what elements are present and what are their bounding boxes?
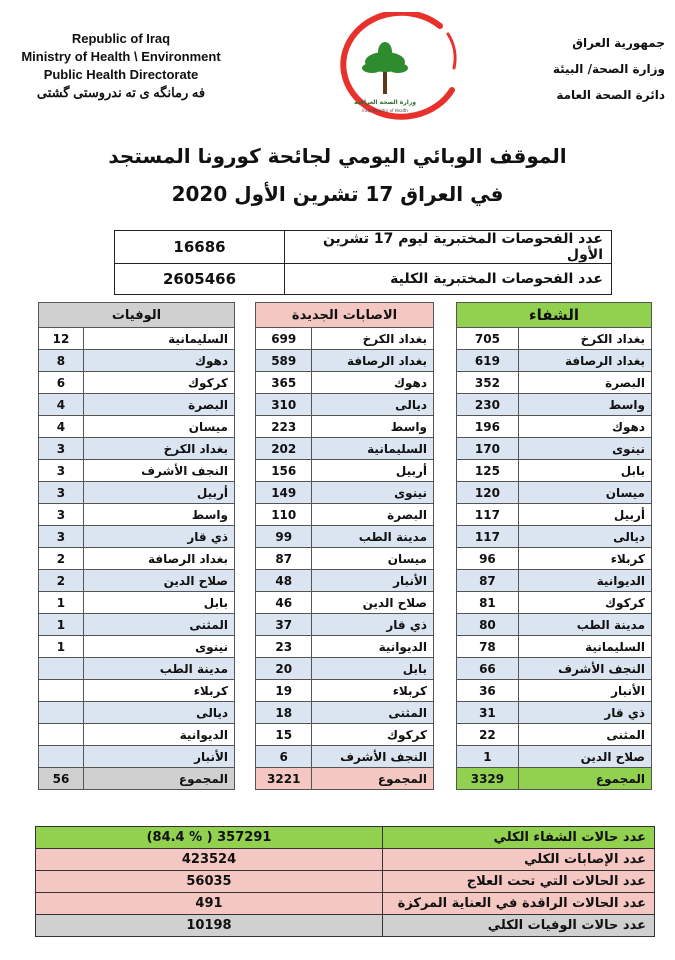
recovery-value: 87 bbox=[457, 570, 519, 592]
recovery-value: 125 bbox=[457, 460, 519, 482]
new-cases-province: كربلاء bbox=[312, 680, 434, 702]
recovery-province: صلاح الدين bbox=[518, 746, 651, 768]
new-cases-row bbox=[256, 394, 434, 416]
recovery-row bbox=[457, 592, 652, 614]
recovery-province: بغداد الرصافة bbox=[518, 350, 651, 372]
new-cases-total-value: 3221 bbox=[256, 768, 312, 790]
new-cases-value: 223 bbox=[256, 416, 312, 438]
recovery-row bbox=[457, 614, 652, 636]
new-cases-province: البصرة bbox=[312, 504, 434, 526]
recovery-value: 117 bbox=[457, 504, 519, 526]
summary-value: 491 bbox=[36, 893, 383, 915]
new-cases-row bbox=[256, 592, 434, 614]
new-cases-header-row bbox=[256, 303, 434, 328]
deaths-value: 2 bbox=[39, 548, 84, 570]
recovery-value: 230 bbox=[457, 394, 519, 416]
deaths-province: ذي قار bbox=[83, 526, 234, 548]
new-cases-value: 20 bbox=[256, 658, 312, 680]
new-cases-total-row bbox=[256, 768, 434, 790]
recovery-row bbox=[457, 548, 652, 570]
deaths-value bbox=[39, 680, 84, 702]
deaths-value: 6 bbox=[39, 372, 84, 394]
new-cases-value: 589 bbox=[256, 350, 312, 372]
deaths-row bbox=[39, 372, 235, 394]
recovery-row bbox=[457, 416, 652, 438]
deaths-province: الديوانية bbox=[83, 724, 234, 746]
recovery-row bbox=[457, 746, 652, 768]
deaths-row bbox=[39, 394, 235, 416]
deaths-value: 4 bbox=[39, 416, 84, 438]
deaths-row bbox=[39, 636, 235, 658]
new-cases-row bbox=[256, 482, 434, 504]
new-cases-row bbox=[256, 504, 434, 526]
daily-tests-value: 16686 bbox=[115, 231, 285, 264]
new-cases-province: كركوك bbox=[312, 724, 434, 746]
deaths-province: البصرة bbox=[83, 394, 234, 416]
deaths-value: 3 bbox=[39, 460, 84, 482]
recovery-province: مدينة الطب bbox=[518, 614, 651, 636]
new-cases-province: ميسان bbox=[312, 548, 434, 570]
new-cases-row bbox=[256, 460, 434, 482]
summary-label: عدد الحالات الراقدة في العناية المركزة bbox=[383, 893, 655, 915]
deaths-province: الأنبار bbox=[83, 746, 234, 768]
deaths-row bbox=[39, 328, 235, 350]
recovery-value: 80 bbox=[457, 614, 519, 636]
summary-row bbox=[36, 915, 655, 937]
recovery-province: البصرة bbox=[518, 372, 651, 394]
new-cases-province: السليمانية bbox=[312, 438, 434, 460]
deaths-value: 3 bbox=[39, 482, 84, 504]
new-cases-province: الديوانية bbox=[312, 636, 434, 658]
deaths-row bbox=[39, 460, 235, 482]
new-cases-value: 99 bbox=[256, 526, 312, 548]
deaths-value: 3 bbox=[39, 438, 84, 460]
deaths-province: مدينة الطب bbox=[83, 658, 234, 680]
summary-row bbox=[36, 827, 655, 849]
recovery-province: بغداد الكرخ bbox=[518, 328, 651, 350]
deaths-total-row bbox=[39, 768, 235, 790]
new-cases-value: 87 bbox=[256, 548, 312, 570]
new-cases-row bbox=[256, 724, 434, 746]
deaths-row bbox=[39, 680, 235, 702]
new-cases-total-label: المجموع bbox=[312, 768, 434, 790]
deaths-province: دهوك bbox=[83, 350, 234, 372]
deaths-value: 3 bbox=[39, 504, 84, 526]
summary-row bbox=[36, 871, 655, 893]
new-cases-province: بابل bbox=[312, 658, 434, 680]
new-cases-province: ديالى bbox=[312, 394, 434, 416]
deaths-province: واسط bbox=[83, 504, 234, 526]
new-cases-province: ذي قار bbox=[312, 614, 434, 636]
header-left-line: Public Health Directorate bbox=[43, 67, 199, 82]
new-cases-value: 23 bbox=[256, 636, 312, 658]
recovery-row bbox=[457, 482, 652, 504]
recovery-value: 196 bbox=[457, 416, 519, 438]
new-cases-province: المثنى bbox=[312, 702, 434, 724]
deaths-table bbox=[38, 302, 235, 790]
recovery-row bbox=[457, 526, 652, 548]
new-cases-row bbox=[256, 526, 434, 548]
new-cases-row bbox=[256, 328, 434, 350]
new-cases-value: 19 bbox=[256, 680, 312, 702]
new-cases-value: 149 bbox=[256, 482, 312, 504]
new-cases-title: الاصابات الجديدة bbox=[256, 303, 434, 328]
daily-tests-row bbox=[115, 231, 612, 264]
header-left-line: فه رمانگه ی ته ندروستی گشتی bbox=[36, 85, 206, 100]
summary-table bbox=[35, 826, 655, 937]
deaths-row bbox=[39, 724, 235, 746]
recovery-row bbox=[457, 372, 652, 394]
deaths-value: 8 bbox=[39, 350, 84, 372]
deaths-province: النجف الأشرف bbox=[83, 460, 234, 482]
new-cases-province: بغداد الرصافة bbox=[312, 350, 434, 372]
recovery-value: 1 bbox=[457, 746, 519, 768]
recovery-province: ديالى bbox=[518, 526, 651, 548]
ministry-logo-graphic bbox=[300, 12, 470, 124]
recovery-title: الشفاء bbox=[457, 303, 652, 328]
deaths-value: 1 bbox=[39, 636, 84, 658]
recovery-total-row bbox=[457, 768, 652, 790]
deaths-row bbox=[39, 350, 235, 372]
deaths-row bbox=[39, 526, 235, 548]
recovery-province: نينوى bbox=[518, 438, 651, 460]
deaths-province: ديالى bbox=[83, 702, 234, 724]
deaths-province: نينوى bbox=[83, 636, 234, 658]
deaths-province: بغداد الكرخ bbox=[83, 438, 234, 460]
new-cases-value: 46 bbox=[256, 592, 312, 614]
recovery-province: كربلاء bbox=[518, 548, 651, 570]
deaths-value: 12 bbox=[39, 328, 84, 350]
summary-row bbox=[36, 893, 655, 915]
deaths-row bbox=[39, 504, 235, 526]
new-cases-province: واسط bbox=[312, 416, 434, 438]
deaths-total-value: 56 bbox=[39, 768, 84, 790]
deaths-province: بغداد الرصافة bbox=[83, 548, 234, 570]
deaths-row bbox=[39, 746, 235, 768]
recovery-province: السليمانية bbox=[518, 636, 651, 658]
deaths-province: صلاح الدين bbox=[83, 570, 234, 592]
recovery-row bbox=[457, 658, 652, 680]
new-cases-row bbox=[256, 702, 434, 724]
recovery-total-label: المجموع bbox=[518, 768, 651, 790]
summary-label: عدد الإصابات الكلي bbox=[383, 849, 655, 871]
new-cases-province: نينوى bbox=[312, 482, 434, 504]
summary-value: 10198 bbox=[36, 915, 383, 937]
recovery-province: أربيل bbox=[518, 504, 651, 526]
new-cases-value: 37 bbox=[256, 614, 312, 636]
recovery-value: 22 bbox=[457, 724, 519, 746]
report-date: في العراق 17 تشرين الأول 2020 bbox=[171, 182, 504, 206]
deaths-row bbox=[39, 482, 235, 504]
new-cases-row bbox=[256, 416, 434, 438]
recovery-value: 117 bbox=[457, 526, 519, 548]
total-tests-row bbox=[115, 264, 612, 295]
deaths-province: أربيل bbox=[83, 482, 234, 504]
summary-value: (84.4 % ) 357291 bbox=[36, 827, 383, 849]
recovery-province: الديوانية bbox=[518, 570, 651, 592]
header-english-block bbox=[6, 30, 236, 102]
recovery-value: 96 bbox=[457, 548, 519, 570]
new-cases-province: الأنبار bbox=[312, 570, 434, 592]
summary-label: عدد حالات الشفاء الكلي bbox=[383, 827, 655, 849]
recovery-row bbox=[457, 438, 652, 460]
new-cases-province: بغداد الكرخ bbox=[312, 328, 434, 350]
recovery-row bbox=[457, 394, 652, 416]
new-cases-row bbox=[256, 614, 434, 636]
new-cases-row bbox=[256, 350, 434, 372]
new-cases-province: النجف الأشرف bbox=[312, 746, 434, 768]
deaths-value bbox=[39, 658, 84, 680]
header-arabic-block bbox=[505, 30, 665, 108]
header-left-line: Republic of Iraq bbox=[71, 31, 171, 46]
new-cases-value: 48 bbox=[256, 570, 312, 592]
recovery-province: كركوك bbox=[518, 592, 651, 614]
deaths-row bbox=[39, 438, 235, 460]
new-cases-value: 202 bbox=[256, 438, 312, 460]
header-right-line: جمهورية العراق bbox=[572, 36, 665, 50]
recovery-value: 36 bbox=[457, 680, 519, 702]
deaths-row bbox=[39, 614, 235, 636]
new-cases-value: 18 bbox=[256, 702, 312, 724]
new-cases-value: 110 bbox=[256, 504, 312, 526]
deaths-title: الوفيات bbox=[39, 303, 235, 328]
deaths-row bbox=[39, 548, 235, 570]
new-cases-province: صلاح الدين bbox=[312, 592, 434, 614]
new-cases-row bbox=[256, 658, 434, 680]
new-cases-row bbox=[256, 438, 434, 460]
ministry-logo bbox=[300, 12, 470, 124]
recovery-row bbox=[457, 724, 652, 746]
recovery-table bbox=[456, 302, 652, 790]
recovery-value: 170 bbox=[457, 438, 519, 460]
summary-label: عدد الحالات التي تحت العلاج bbox=[383, 871, 655, 893]
new-cases-row bbox=[256, 636, 434, 658]
recovery-value: 81 bbox=[457, 592, 519, 614]
new-cases-value: 310 bbox=[256, 394, 312, 416]
report-title: الموقف الوبائي اليومي لجائحة كورونا المستجد bbox=[108, 144, 567, 168]
recovery-row bbox=[457, 636, 652, 658]
deaths-total-label: المجموع bbox=[83, 768, 234, 790]
recovery-province: ذي قار bbox=[518, 702, 651, 724]
new-cases-province: مدينة الطب bbox=[312, 526, 434, 548]
deaths-value bbox=[39, 746, 84, 768]
recovery-value: 78 bbox=[457, 636, 519, 658]
recovery-value: 352 bbox=[457, 372, 519, 394]
deaths-province: بابل bbox=[83, 592, 234, 614]
deaths-value: 2 bbox=[39, 570, 84, 592]
deaths-province: المثنى bbox=[83, 614, 234, 636]
deaths-header-row bbox=[39, 303, 235, 328]
recovery-province: دهوك bbox=[518, 416, 651, 438]
deaths-row bbox=[39, 702, 235, 724]
recovery-province: بابل bbox=[518, 460, 651, 482]
recovery-row bbox=[457, 702, 652, 724]
deaths-province: السليمانية bbox=[83, 328, 234, 350]
new-cases-row bbox=[256, 548, 434, 570]
daily-tests-label: عدد الفحوصات المختبرية ليوم 17 تشرين الأول bbox=[285, 231, 612, 264]
deaths-value bbox=[39, 724, 84, 746]
deaths-province: ميسان bbox=[83, 416, 234, 438]
recovery-value: 705 bbox=[457, 328, 519, 350]
recovery-row bbox=[457, 504, 652, 526]
total-tests-label: عدد الفحوصات المختبرية الكلية bbox=[285, 264, 612, 295]
new-cases-row bbox=[256, 372, 434, 394]
header-right-line: وزارة الصحة/ البيئة bbox=[552, 62, 665, 76]
deaths-row bbox=[39, 570, 235, 592]
recovery-province: واسط bbox=[518, 394, 651, 416]
deaths-province: كركوك bbox=[83, 372, 234, 394]
new-cases-value: 156 bbox=[256, 460, 312, 482]
recovery-row bbox=[457, 328, 652, 350]
logo-english-text: Iraqi Ministry of Health bbox=[362, 108, 408, 113]
total-tests-value: 2605466 bbox=[115, 264, 285, 295]
recovery-province: الأنبار bbox=[518, 680, 651, 702]
header-left-line: Ministry of Health \ Environment bbox=[21, 49, 221, 64]
new-cases-province: دهوك bbox=[312, 372, 434, 394]
new-cases-row bbox=[256, 570, 434, 592]
deaths-value: 3 bbox=[39, 526, 84, 548]
recovery-total-value: 3329 bbox=[457, 768, 519, 790]
lab-tests-table bbox=[114, 230, 612, 295]
new-cases-value: 699 bbox=[256, 328, 312, 350]
recovery-header-row bbox=[457, 303, 652, 328]
new-cases-value: 365 bbox=[256, 372, 312, 394]
logo-arabic-text: وزارة الصحة العراقية bbox=[353, 99, 417, 106]
deaths-value: 1 bbox=[39, 592, 84, 614]
recovery-province: النجف الأشرف bbox=[518, 658, 651, 680]
deaths-value: 4 bbox=[39, 394, 84, 416]
recovery-row bbox=[457, 460, 652, 482]
new-cases-row bbox=[256, 680, 434, 702]
recovery-row bbox=[457, 350, 652, 372]
deaths-row bbox=[39, 416, 235, 438]
deaths-province: كربلاء bbox=[83, 680, 234, 702]
recovery-value: 31 bbox=[457, 702, 519, 724]
new-cases-value: 15 bbox=[256, 724, 312, 746]
recovery-province: المثنى bbox=[518, 724, 651, 746]
summary-value: 423524 bbox=[36, 849, 383, 871]
deaths-row bbox=[39, 592, 235, 614]
deaths-value bbox=[39, 702, 84, 724]
deaths-row bbox=[39, 658, 235, 680]
recovery-row bbox=[457, 570, 652, 592]
recovery-value: 619 bbox=[457, 350, 519, 372]
recovery-value: 120 bbox=[457, 482, 519, 504]
new-cases-value: 6 bbox=[256, 746, 312, 768]
summary-value: 56035 bbox=[36, 871, 383, 893]
summary-row bbox=[36, 849, 655, 871]
header-right-line: دائرة الصحة العامة bbox=[556, 88, 665, 102]
new-cases-table bbox=[255, 302, 434, 790]
new-cases-row bbox=[256, 746, 434, 768]
recovery-value: 66 bbox=[457, 658, 519, 680]
summary-label: عدد حالات الوفيات الكلي bbox=[383, 915, 655, 937]
deaths-value: 1 bbox=[39, 614, 84, 636]
recovery-province: ميسان bbox=[518, 482, 651, 504]
new-cases-province: أربيل bbox=[312, 460, 434, 482]
recovery-row bbox=[457, 680, 652, 702]
